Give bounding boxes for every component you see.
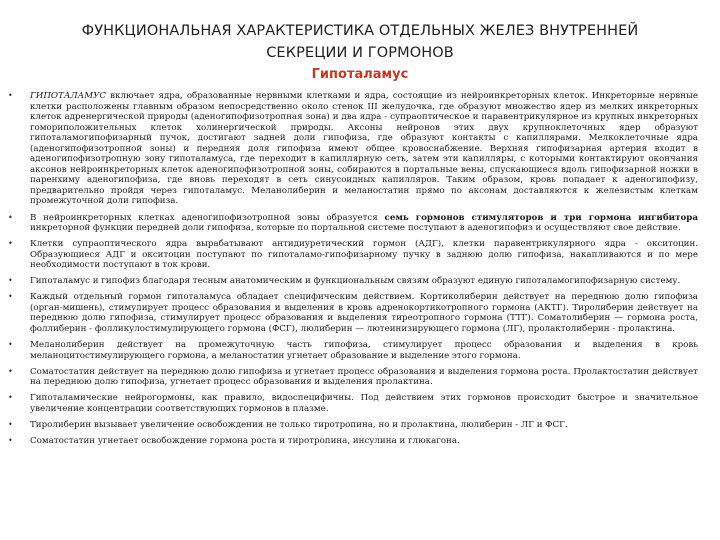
bullet-icon: •: [8, 292, 13, 302]
list-item: [8, 91, 698, 207]
item-text: инкреторной функции передней доли гипофиза, которые по портальной системе поступают в аденогипофиз и осуществляют свое действие.: [30, 223, 681, 234]
list-item: [8, 340, 698, 361]
section-subtitle: Гипоталамус: [311, 67, 409, 82]
bullet-icon: •: [8, 276, 13, 286]
bullet-icon: •: [8, 339, 13, 349]
bullet-icon: •: [8, 393, 13, 403]
bullet-list: [8, 91, 698, 452]
title-line-1: ФУНКЦИОНАЛЬНАЯ ХАРАКТЕРИСТИКА ОТДЕЛЬНЫХ ЖЕЛЕЗ ВНУТРЕННЕЙ: [81, 23, 639, 39]
list-item: [8, 436, 698, 447]
bullet-icon: •: [8, 435, 13, 445]
list-item: [8, 276, 698, 287]
list-item: [8, 292, 698, 334]
item-text: Меланолиберин действует на промежуточную часть гипофиза, стимулирует процесс образования и выделения в кровь меланоцитостимулирующего гормона, а меланостатин угнетает образование и выделение этого гормона.: [30, 339, 698, 361]
item-text: Каждый отдельный гормон гипоталамуса обладает специфическим действием. Кортиколиберин действует на переднюю долю гипофиза (орган-мишень), стимулирует процесс образования и выделения в кровь адренокортикотропного гормона (АКТГ). Тиролиберин действует на переднюю долю гипофиза, стимулирует процесс образования и выделения тиреотропного гормона (ТТГ). Соматолиберин — гормона роста, фоллиберин - фолликулостимулирующего гормона (ФСГ), люлиберин — лютеинизирующего гормона (ЛГ), пролактолиберин - пролактина.: [30, 292, 698, 334]
bullet-icon: •: [8, 212, 13, 222]
bullet-icon: •: [8, 419, 13, 429]
title-line-2: СЕКРЕЦИИ И ГОРМОНОВ: [266, 45, 454, 61]
item-text: Соматостатин действует на переднюю долю гипофиза и угнетает процесс образования и выделения гормона роста. Пролактостатин действует на переднюю долю гипофиза, угнетает процесс образования и выделения пролактина.: [30, 366, 698, 388]
item-text: Тиролиберин вызывает увеличение освобождения не только тиротропина, но и пролактина, люлиберин - ЛГ и ФСГ.: [30, 419, 568, 430]
page-title: [60, 20, 660, 64]
item-text: Гипоталамус и гипофиз благодаря тесным анатомическим и функциональным связям образуют единую гипоталамогипофизарную систему.: [30, 276, 681, 287]
list-item: [8, 420, 698, 431]
bullet-icon: •: [8, 239, 13, 249]
list-item: [8, 213, 698, 234]
bullet-icon: •: [8, 366, 13, 376]
item-text-bold: семь гормонов стимуляторов и три гормона ингибитора: [384, 212, 698, 223]
item-text: Соматостатин угнетает освобождение гормона роста и тиротропина, инсулина и глюкагона.: [30, 435, 460, 446]
item-text: Гипоталамические нейрогормоны, как правило, видоспецифичны. Под действием этих гормонов происходит быстрое и значительное увеличение концентрации соответствующих гормонов в плазме.: [30, 393, 698, 414]
item-text: включает ядра, образованные нервными клетками и ядра, состоящие из нейроинкреторных клеток. Инкреторные нервные клетки расположены главным образом непосредственно около стенок III желудочка, где образуют множество ядер из мелких инкреторных клеток адренергической природы (аденогипофизотропная зона) и два ядра - супраоптическое и паравентрикулярное из крупных инкреторных гомориположительных клеток холинергической природы. Аксоны нейронов этих двух крупноклеточных ядер образуют гипоталамогипофизарный пучок, достигают задней доли гипофиза, где образуют контакты с капиллярами. Мелкоклеточные ядра (аденогипофизотропной зоны) и передняя доля гипофиза имеют общее кровоснабжение. Верхняя гипофизарная артерия входит в аденогипофизотропную зону гипоталамуса, где переходит в капиллярную сеть, затем эти капилляры, с которыми контактируют окончания аксонов нейроинкреторных клеток аденогипофизотропной зоны, собираются в портальные вены, спускающиеся вдоль гипофизарной ножки в паренхиму аденогипофиза, где вновь переходят в сеть синусоидных капилляров. Таким образом, кровь попадает к аденогипофизу, предварительно пройдя через гипоталамус. Меланолиберин и меланостатин прямо по аксонам доставляются к железистым клеткам промежуточной доли гипофиза.: [30, 91, 698, 207]
lead-term: ГИПОТАЛАМУС: [30, 91, 107, 101]
list-item: [8, 367, 698, 388]
list-item: [8, 239, 698, 271]
bullet-icon: •: [8, 91, 13, 100]
list-item: [8, 393, 698, 414]
item-text: Клетки супраоптического ядра вырабатывают антидиуретический гормон (АДГ), клетки паравентрикулярного ядра - окситоцин. Образующиеся АДГ и окситоцин поступают по гипоталамо-гипофизарному пучку в заднюю долю гипофиза, накапливаются и по мере необходимости поступают в ток крови.: [30, 239, 698, 271]
item-text: В нейроинкреторных клетках аденогипофизотропной зоны образуется: [30, 212, 385, 223]
